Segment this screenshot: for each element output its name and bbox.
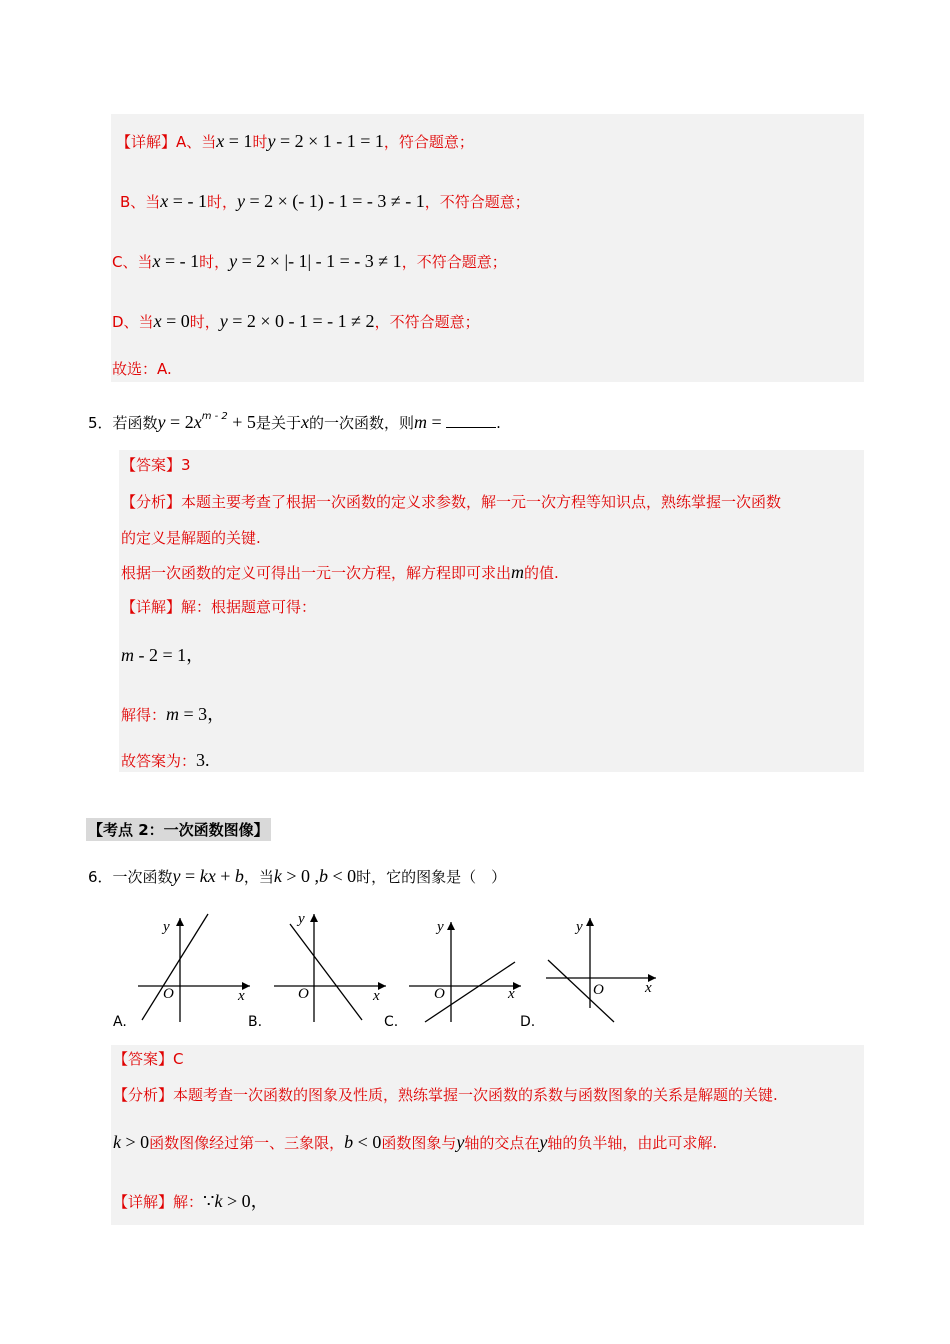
- conclusion-1: 故选：A.: [112, 360, 172, 378]
- detail-box-1: [111, 114, 864, 382]
- detail-line-c: C、当x = - 1时，y = 2 × |- 1| - 1 = - 3 ≠ 1，不符合题意；: [112, 251, 507, 271]
- graph-c-origin: O: [434, 986, 445, 1002]
- graph-c-y-label: y: [437, 919, 444, 935]
- graph-d: [540, 910, 665, 1030]
- detail-line-b: B、当x = - 1时，y = 2 × (- 1) - 1 = - 3 ≠ - 1，不符合题意；: [120, 191, 530, 211]
- graph-a-label: A.: [113, 1014, 127, 1030]
- y-arrow-icon: [447, 922, 455, 930]
- graph-a-y-label: y: [163, 919, 170, 935]
- answer-blank: [446, 413, 496, 428]
- graph-a: [130, 910, 263, 1030]
- y-arrow-icon: [310, 914, 318, 922]
- question-6: 6．一次函数y = kx + b，当k > 0 ,b < 0时，它的图象是（ ）: [88, 866, 507, 886]
- graph-line: [548, 960, 614, 1022]
- graph-b-label: B.: [248, 1014, 263, 1030]
- detail-line-a: 【详解】A、当x = 1时y = 2 × 1 - 1 = 1，符合题意；: [116, 131, 474, 151]
- graph-a-origin: O: [163, 986, 174, 1002]
- analysis-6-line1: 【分析】本题考查一次函数的图象及性质，熟练掌握一次函数的系数与函数图象的关系是解题的关键.: [113, 1086, 778, 1104]
- analysis-5-line1: 【分析】本题主要考查了根据一次函数的定义求参数，解一元一次方程等知识点，熟练掌握一次函数: [121, 493, 782, 511]
- analysis-5-line3: 根据一次函数的定义可得出一元一次方程，解方程即可求出m的值.: [121, 562, 559, 582]
- analysis-5-line2: 的定义是解题的关键.: [121, 529, 261, 547]
- graph-b-origin: O: [298, 986, 309, 1002]
- graph-a-x-label: x: [238, 988, 245, 1004]
- graph-line: [142, 914, 208, 1020]
- graph-c-label: C.: [384, 1014, 399, 1030]
- solve-5: 解得：m = 3，: [121, 704, 226, 724]
- answer-5: 【答案】3: [121, 456, 191, 474]
- graph-line: [290, 924, 362, 1020]
- graph-b-y-label: y: [298, 911, 305, 927]
- y-arrow-icon: [586, 918, 594, 926]
- section-title: 【考点 2：一次函数图像】: [86, 818, 271, 841]
- equation-5: m - 2 = 1，: [121, 645, 205, 665]
- detail-6: 【详解】解：∵k > 0，: [113, 1191, 269, 1211]
- final-5: 故答案为：3.: [121, 750, 210, 770]
- graph-d-origin: O: [593, 982, 604, 998]
- graph-d-x-label: x: [645, 980, 652, 996]
- graph-c: [405, 910, 535, 1030]
- graph-b-x-label: x: [373, 988, 380, 1004]
- question-5: 5．若函数$y = 2x^{m - 2} + 5$是关于x的一次函数，则m = .: [88, 411, 501, 432]
- graph-b: [270, 910, 400, 1030]
- graph-c-x-label: x: [508, 986, 515, 1002]
- graph-d-label: D.: [520, 1014, 536, 1030]
- graph-d-y-label: y: [576, 919, 583, 935]
- detail-line-d: D、当x = 0时，y = 2 × 0 - 1 = - 1 ≠ 2，不符合题意；: [112, 311, 480, 331]
- y-arrow-icon: [176, 918, 184, 926]
- detail-5: 【详解】解：根据题意可得：: [121, 598, 317, 616]
- answer-6: 【答案】C: [113, 1050, 184, 1068]
- analysis-6-line2: k > 0函数图像经过第一、三象限，b < 0函数图象与y轴的交点在y轴的负半轴，由此可求解.: [113, 1132, 718, 1152]
